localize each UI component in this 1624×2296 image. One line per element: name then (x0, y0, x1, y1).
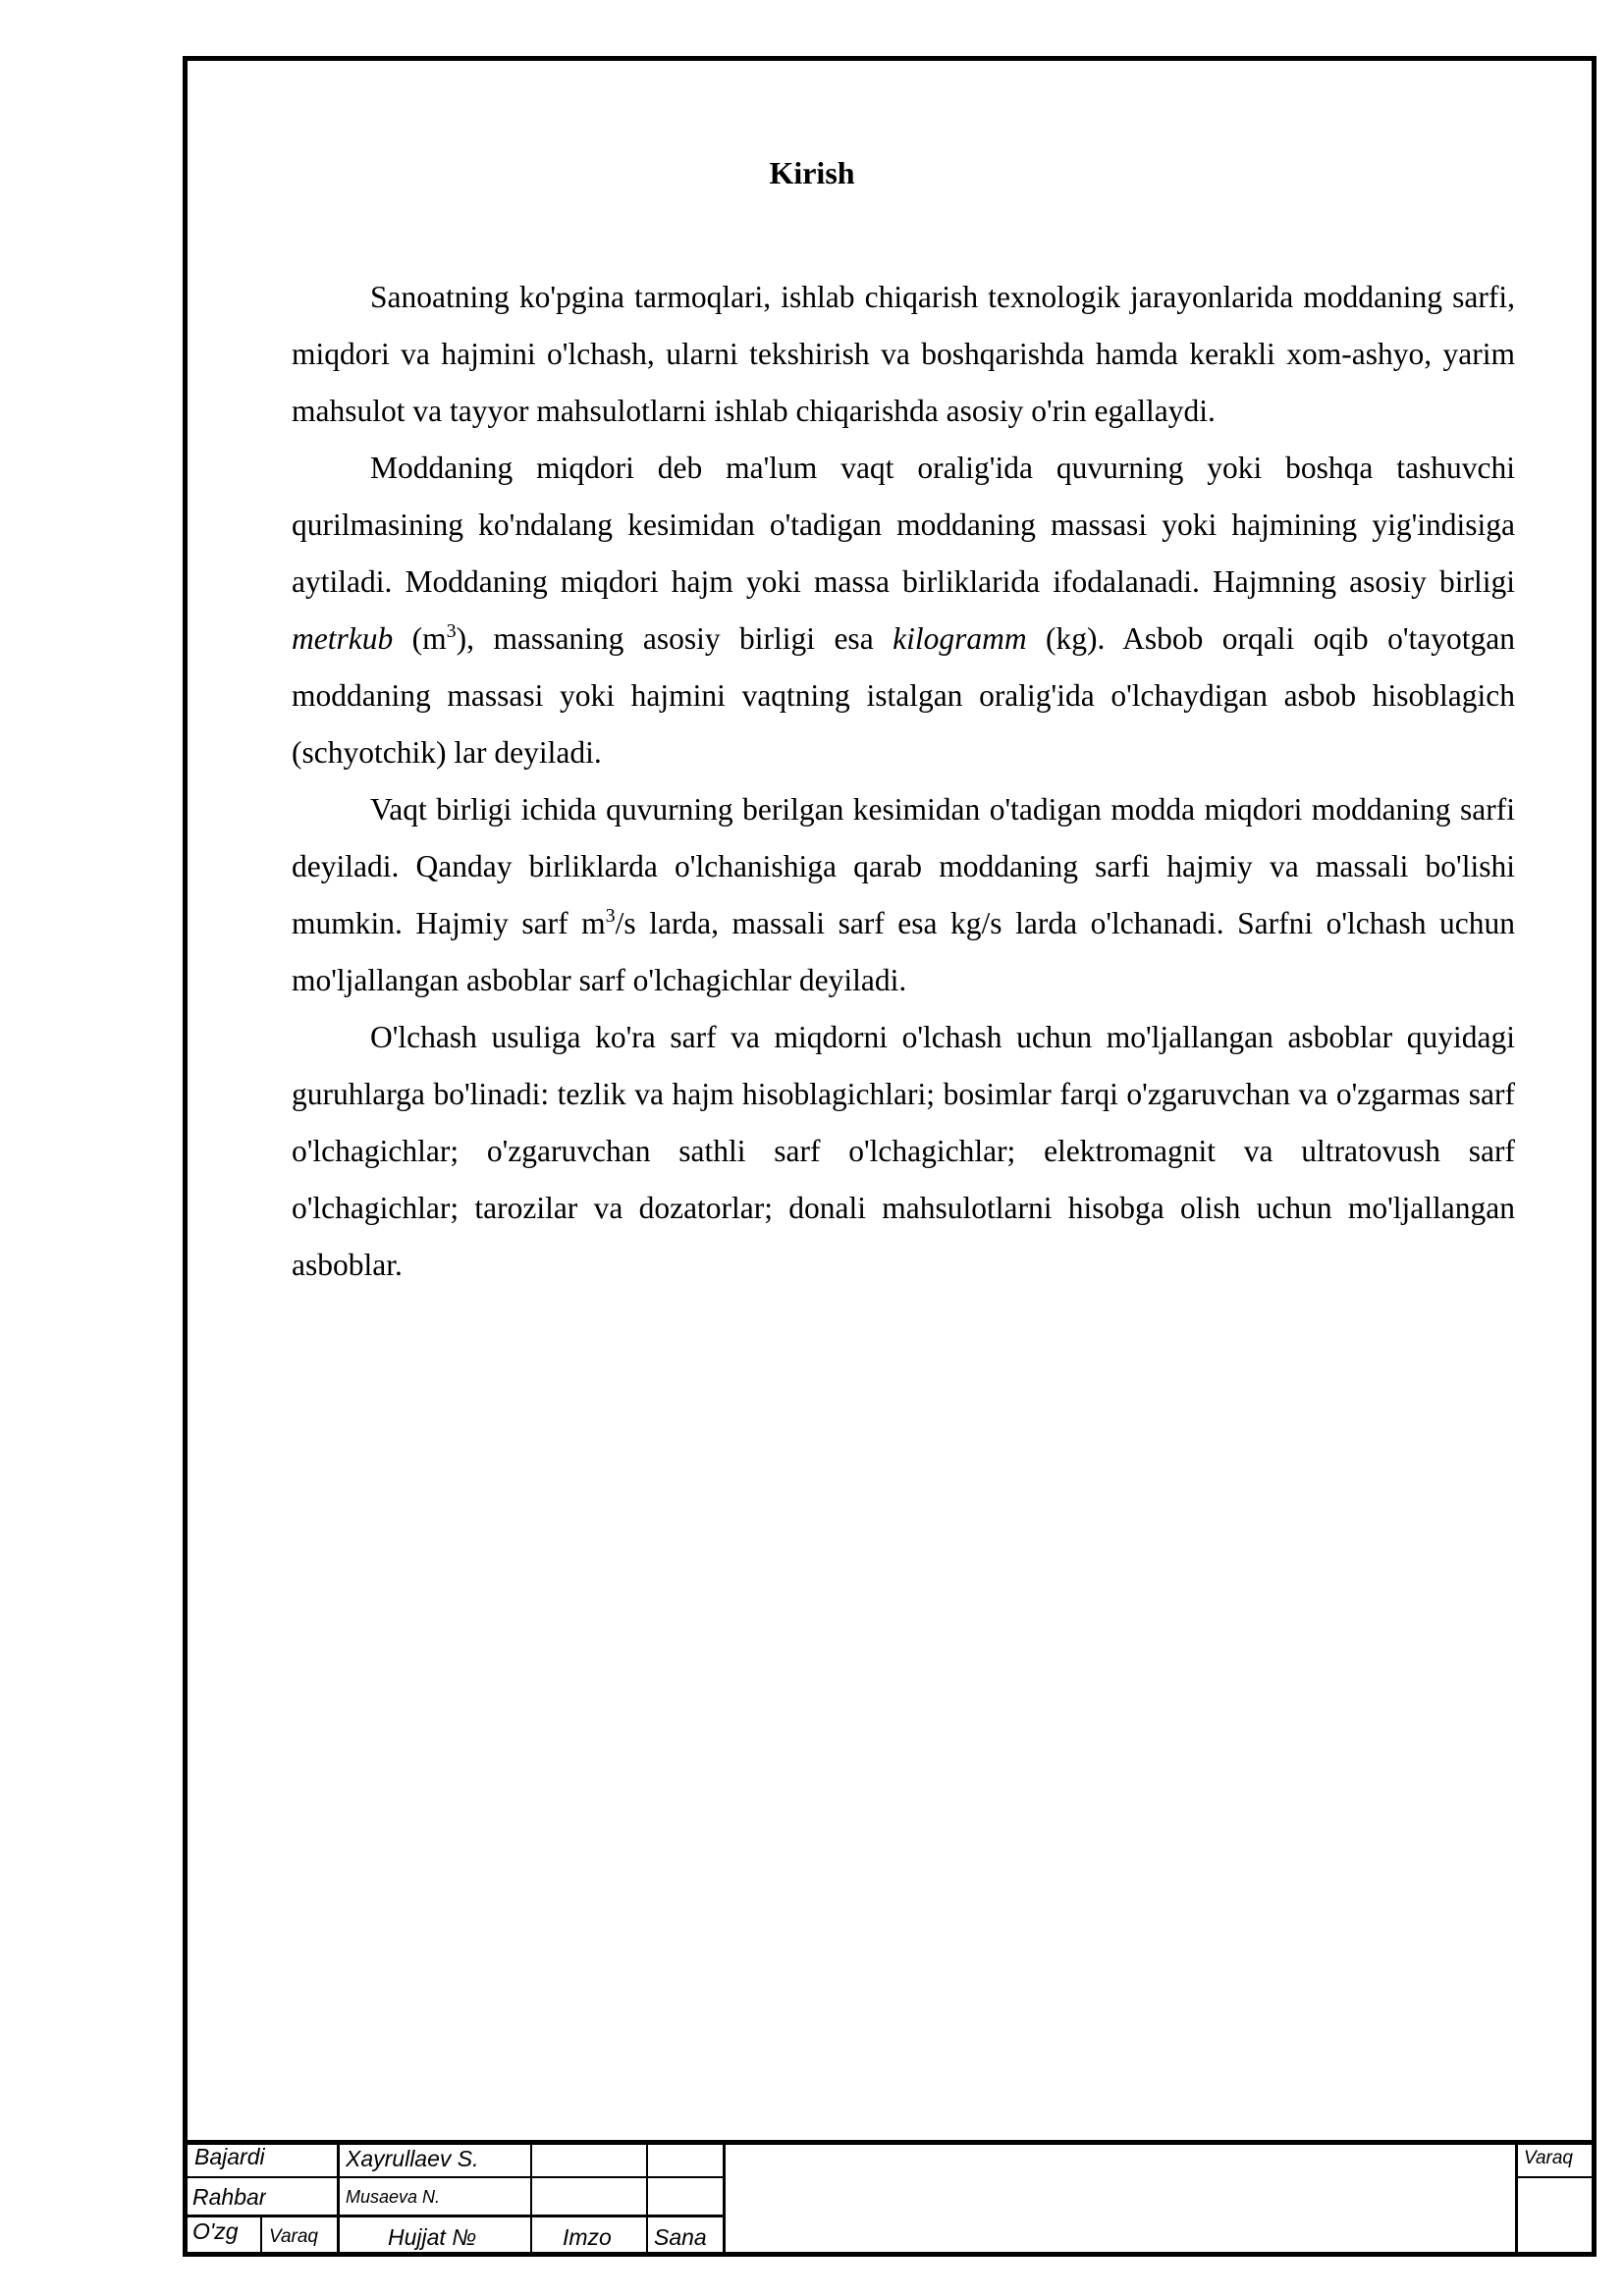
text-run: ), massaning asosiy birligi esa (456, 621, 893, 656)
text-run: O'lchash usuliga ko'ra sarf va miqdorni o'lchash uchun mo'ljallangan asboblar quyidagi guruhlarga bo'linadi: tezlik va hajm hisoblagichlari; bosimlar farqi o'zgaruvchan va o'zgarmas sarf o'lchagichlar; o'zgaruvchan sathli sarf o'lchagichlar; elektromagnit va ultratovush sarf o'lchagichlar; tarozilar va dozatorlar; donali mahsulotlarni hisobga olish uchun mo'ljallangan asboblar. (292, 1020, 1515, 1282)
imzo-label: Imzo (563, 2224, 612, 2250)
document-title: Kirish (769, 155, 855, 190)
text-run: Sanoatning ko'pgina tarmoqlari, ishlab chiqarish texnologik jarayonlarida moddaning sarfi, miqdori va hajmini o'lchash, ularni tekshirish va boshqarishda hamda kerakli xom-ashyo, yarim mahsulot va tayyor mahsulotlarni ishlab chiqarishda asosiy o'rin egallaydi. (292, 280, 1515, 428)
title-block (183, 2140, 1597, 2257)
bajardi-label: Bajardi (194, 2144, 265, 2169)
sana-label: Sana (654, 2224, 707, 2250)
rahbar-label: Rahbar (192, 2184, 267, 2210)
text-run: Moddaning miqdori deb ma'lum vaqt oralig'ida quvurning yoki boshqa tashuvchi qurilmasining ko'ndalang kesimidan o'tadigan moddaning massasi yoki hajmining yig'indisiga aytiladi. Moddaning miqdori hajm yoki massa birliklarida ifodalanadi. Hajmning asosiy birligi (292, 451, 1515, 599)
document-body (292, 269, 1515, 1294)
rahbar-name: Musaeva N. (346, 2187, 441, 2207)
paragraph (292, 781, 1515, 1009)
superscript: 3 (446, 620, 457, 642)
italic-term: metrkub (292, 621, 394, 656)
italic-term: kilogramm (893, 621, 1027, 656)
superscript: 3 (605, 905, 616, 927)
text-run: Vaqt birligi ichida quvurning berilgan kesimidan o'tadigan modda miqdori moddaning sarfi deyiladi. Qanday birliklarda o'lchanishiga qarab moddaning sarfi hajmiy va massali bo'lishi mumkin. Hajmiy sarf m (292, 792, 1515, 940)
text-run: (kg). Asbob orqali oqib o'tayotgan moddaning massasi yoki hajmini vaqtning istalgan oralig'ida o'lchaydigan asbob hisoblagich (schyotchik) lar deyiladi. (292, 621, 1515, 770)
text-run: (m (393, 621, 447, 656)
text-run: /s larda, massali sarf esa kg/s larda o'lchanadi. Sarfni o'lchash uchun mo'ljallangan asboblar sarf o'lchagichlar deyiladi. (292, 906, 1515, 997)
varaq-label: Varaq (269, 2226, 318, 2247)
varaq-right-label: Varaq (1524, 2148, 1573, 2168)
paragraph (292, 269, 1515, 440)
paragraph (292, 440, 1515, 781)
paragraph (292, 1009, 1515, 1294)
hujjat-label: Hujjat № (388, 2224, 477, 2250)
bajardi-name: Xayrullaev S. (346, 2146, 479, 2171)
ozg-label: O'zg (192, 2218, 239, 2244)
